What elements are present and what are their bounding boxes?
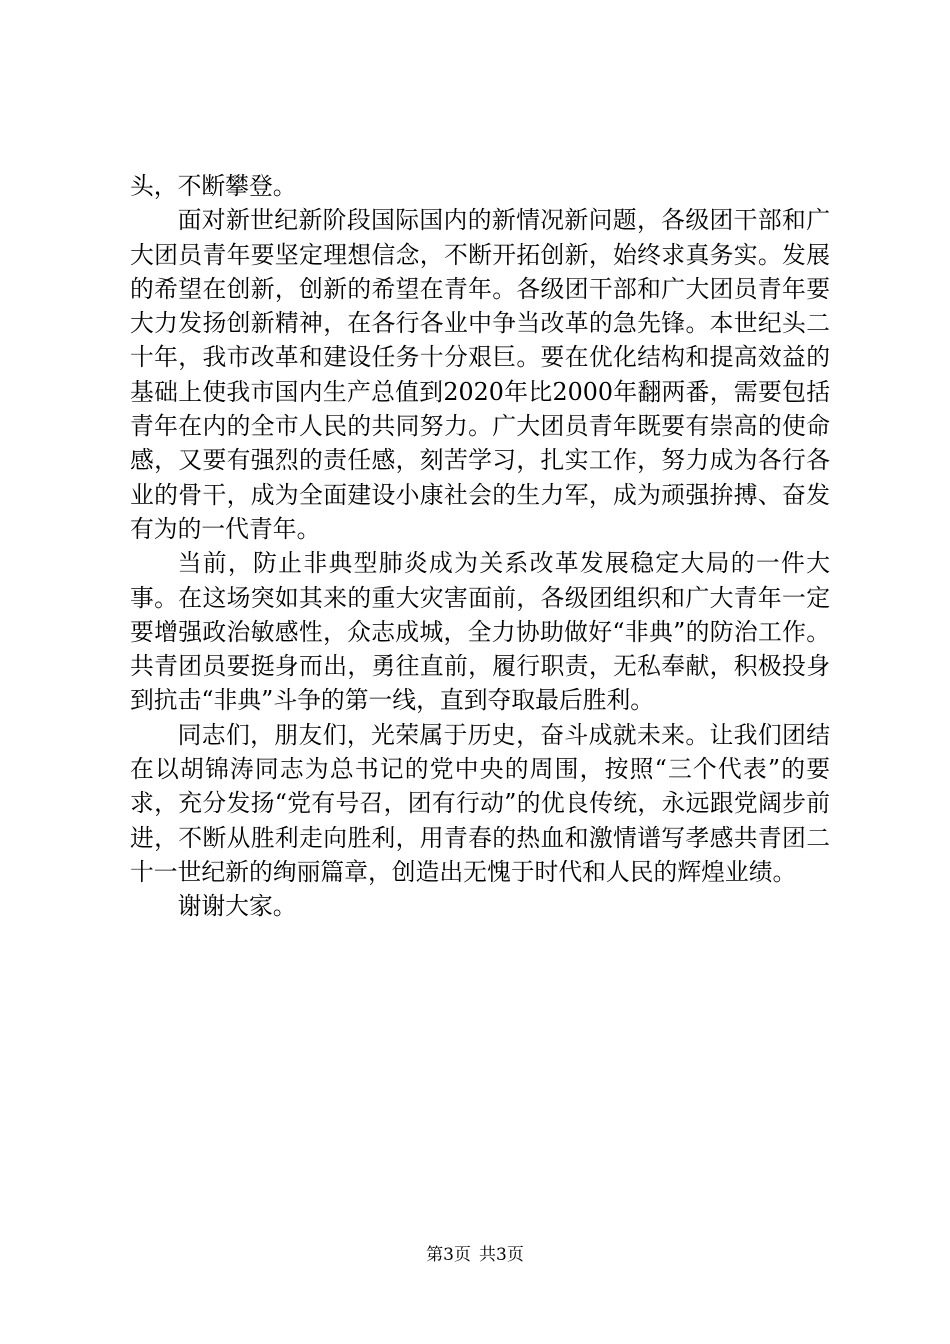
- paragraph-innovation: 面对新世纪新阶段国际国内的新情况新问题，各级团干部和广大团员青年要坚定理想信念，不断开拓创新，始终求真务实。发展的希望在创新，创新的希望在青年。各级团干部和广大团员青年要大力发扬创新精神，在各行各业中争当改革的急先锋。本世纪头二十年，我市改革和建设任务十分艰巨。要在优化结构和提高效益的基础上使我市国内生产总值到2020年比2000年翻两番，需要包括青年在内的全市人民的共同努力。广大团员青年既要有崇高的使命感，又要有强烈的责任感，刻苦学习，扎实工作，努力成为各行各业的骨干，成为全面建设小康社会的生力军，成为顽强拚搏、奋发有为的一代青年。: [130, 206, 830, 543]
- page-footer: [0, 1243, 950, 1267]
- paragraph-closing: 同志们，朋友们，光荣属于历史，奋斗成就未来。让我们团结在以胡锦涛同志为总书记的党中央的周围，按照“三个代表”的要求，充分发扬“党有号召，团有行动”的优良传统，永远跟党阔步前进，不断从胜利走向胜利，用青春的热血和激情谱写孝感共青团二十一世纪新的绚丽篇章，创造出无愧于时代和人民的辉煌业绩。: [130, 720, 830, 886]
- paragraph-sars: 当前，防止非典型肺炎成为关系改革发展稳定大局的一件大事。在这场突如其来的重大灾害面前，各级团组织和广大青年一定要增强政治敏感性，众志成城，全力协助做好“非典”的防治工作。共青团员要挺身而出，勇往直前，履行职责，无私奉献，积极投身到抗击“非典”斗争的第一线，直到夺取最后胜利。: [130, 549, 830, 715]
- paragraph-thanks: 谢谢大家。: [177, 892, 297, 921]
- document-body: [130, 169, 830, 924]
- page-number: 第3页: [426, 1245, 471, 1265]
- page-total: 共3页: [479, 1245, 524, 1265]
- paragraph-continuation: 头，不断攀登。: [130, 172, 297, 200]
